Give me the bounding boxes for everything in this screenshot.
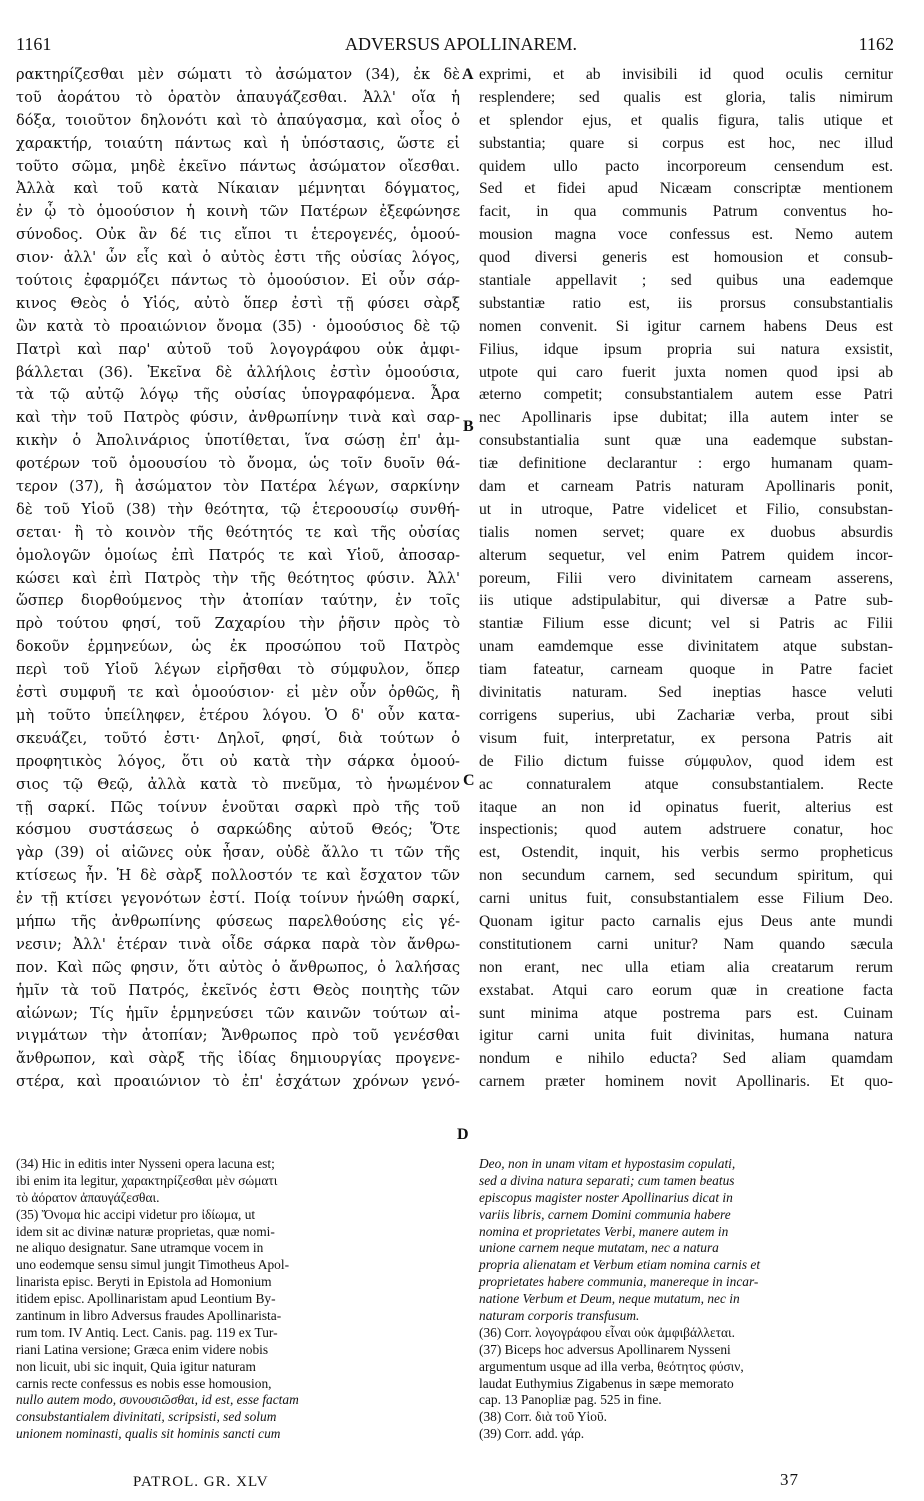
text-line: τοῦ ἀοράτου τὸ ὁρατὸν ἀπαυγάζεσθαι. Ἀλλ' οἵα ἡ — [16, 88, 460, 106]
text-line: ἐστὶ συμφυῆ τε καὶ ὁμοούσιον· εἰ μὲν οὖν ὀρθῶς, ἢ — [16, 684, 460, 702]
footnote-line: (36) Corr. λογογράφου εἶναι οὐκ ἀμφιβάλλεται. — [479, 1324, 735, 1340]
text-line: κικὴν ὁ Ἀπολινάριος ὑποτίθεται, ἵνα σώσῃ ἐπ' ἀμ- — [16, 432, 460, 450]
text-line: dam et carneam Patris naturam Apollinaris ponit, — [479, 478, 893, 496]
footnote-line: (38) Corr. διὰ τοῦ Υἱοῦ. — [479, 1409, 607, 1425]
text-line: ἄνθρωπον, καὶ σὰρξ τῆς ἰδίας δημιουργίας προγενε- — [16, 1050, 460, 1068]
footnote-line: (34) Hic in editis inter Nysseni opera lacuna est; — [16, 1156, 275, 1171]
text-line: visum fuit, interpretatur, ex persona Patris ait — [479, 729, 893, 747]
text-line: tialis nomen servet; quare ex duobus absurdis — [479, 523, 893, 541]
greek-text-column — [16, 64, 460, 1094]
text-line: quod diversi generis est homousion et consub- — [479, 249, 893, 267]
footnote-line: episcopus magister noster Apollinarius dicat in — [479, 1189, 733, 1205]
text-line: Πατρὶ καὶ παρ' αὐτοῦ τοῦ λογογράφου οὐκ ἀμφι- — [16, 340, 460, 358]
text-line: ἐν τῇ κτίσει γεγονότων ἐστί. Ποίᾳ τοίνυν ἡνώθη σαρκί, — [16, 890, 460, 908]
text-line: carni unitus fuit, consubstantialem esse Filium Deo. — [479, 890, 893, 908]
running-title: ADVERSUS APOLLINAREM. — [345, 34, 578, 54]
text-line: Filius, idque ipsum propria sui natura exsistit, — [479, 340, 893, 358]
footnote-line: cap. 13 Panopliæ pag. 525 in fine. — [479, 1392, 662, 1408]
text-line: poreum, Filii vero divinitatem carneam asserens, — [479, 569, 893, 587]
footnote-line: (37) Biceps hoc adversus Apollinarem Nysseni — [479, 1341, 731, 1357]
text-line: divinitatis naturam. Sed ineptias hasce veluti — [479, 684, 893, 702]
text-line: ὥσπερ διορθούμενος τὴν ἀτοπίαν ταύτην, ἐν τοῖς — [16, 592, 460, 610]
text-line: substantiæ ratio est, iis prorsus consubstantialis — [479, 294, 893, 312]
text-line: quidem ullo pacto incorporeum censendum est. — [479, 157, 893, 175]
text-line: stantiæ Filium esse dicunt; vel si Patris ac Filii — [479, 615, 893, 633]
footnote-line: idem sit ac divinæ naturæ proprietas, quæ nomi- — [16, 1223, 275, 1239]
text-line: βάλλεται (36). Ἐκεῖνα δὲ ἀλλήλοις ἐστὶν ὁμοούσια, — [16, 363, 460, 381]
text-line: πρὸ τούτου φησί, τοῦ Ζαχαρίου τὴν ῥῆσιν πρὸς τὸ — [16, 615, 460, 633]
text-line: substantia; quare si corpus est hoc, nec illud — [479, 134, 893, 152]
text-line: φοτέρων τοῦ ὁμοουσίου τὸ ὄνομα, ὡς τοῖν δυοῖν θά- — [16, 455, 460, 473]
margin-marker-a: A — [462, 66, 474, 83]
margin-marker-c: C — [463, 772, 475, 789]
margin-marker-b: B — [463, 418, 474, 435]
text-line: σύνοδος. Οὐκ ἂν δέ τις εἴποι τι ἑτερογενές, ὁμοού- — [16, 226, 460, 244]
text-line: προφητικὸς λόγος, ὅτι οὐ κατὰ τὴν σάρκα ὁμοού- — [16, 752, 460, 770]
text-line: μὴ τοῦτο ὑπείληφεν, ἑτέρου λόγου. Ὁ δ' οὖν κατα- — [16, 706, 460, 724]
footnote-line: ibi enim ita legitur, χαρακτηρίζεσθαι μὲν σώματι — [16, 1172, 278, 1188]
footnote-line: variis libris, carnem Domini communia habere — [479, 1206, 731, 1222]
footnotes-right — [479, 1156, 893, 1443]
text-line: ut in utroque, Patre videlicet et Filio, consubstan- — [479, 500, 893, 518]
footnotes-left — [16, 1156, 457, 1443]
text-line: et splendor ejus, et qualis figura, talis utique et — [479, 111, 893, 129]
text-line: tiam fateatur, carneam quoque in Patre faciet — [479, 661, 893, 679]
text-line: νιγμάτων τὴν ἀτοπίαν; Ἄνθρωπος πρὸ τοῦ γενέσθαι — [16, 1027, 460, 1045]
footnote-line: proprietates habere communia, manereque in incar- — [479, 1274, 759, 1290]
text-line: χαρακτήρ, τοιαύτη πάντως καὶ ἡ ὑπόστασις, ὥστε εἰ — [16, 134, 460, 152]
footnote-line: sed a divina natura separati; cum tamen beatus — [479, 1172, 735, 1188]
text-line: σκευάζει, τοῦτό ἐστι· Δηλοῖ, φησί, διὰ τούτων ὁ — [16, 729, 460, 747]
text-line: περὶ τοῦ Υἱοῦ λέγων εἰρῆσθαι τὸ σύμφυλον, ὅπερ — [16, 661, 460, 679]
text-line: δόξα, τοιοῦτον δηλονότι καὶ τὸ ἀπαύγασμα, καὶ οἷος ὁ — [16, 111, 460, 129]
text-line: ἐν ᾧ τὸ ὁμοούσιον ἡ κοινὴ τῶν Πατέρων ἐξεφώνησε — [16, 203, 460, 221]
signature-mark: PATROL. GR. XLV — [133, 1474, 269, 1490]
footnote-line: linarista episc. Beryti in Epistola ad Homonium — [16, 1274, 272, 1290]
text-line: igitur carni unita fuit divinitas, humana natura — [479, 1027, 893, 1045]
footnote-line: (39) Corr. add. γάρ. — [479, 1426, 585, 1442]
text-line: exprimi, et ab invisibili id quod oculis cernitur — [479, 66, 893, 83]
latin-text-column — [479, 64, 893, 1094]
text-line: κώσει καὶ ἐπὶ Πατρὸς τὴν τῆς θεότητος φύσιν. Ἀλλ' — [16, 569, 460, 587]
text-line: Sed et fidei apud Nicæam conscriptæ mentionem — [479, 180, 893, 198]
footnote-line: carnis recte confessus es nobis esse homousion, — [16, 1375, 272, 1391]
text-line: γὰρ (39) οἱ αἰῶνες οὐκ ἦσαν, οὐδὲ ἄλλο τι τῶν τῆς — [16, 844, 460, 862]
text-line: non secundum carnem, sed secundum spiritum, qui — [479, 867, 893, 885]
footnote-line: laudat Euthymius Zigabenus in sæpe memorato — [479, 1375, 734, 1391]
footnote-line: consubstantialem divinitati, scripsisti, sed solum — [16, 1409, 277, 1425]
footnote-line: τὸ ἀόρατον ἀπαυγάζεσθαι. — [16, 1189, 160, 1205]
text-line: καὶ τὴν τοῦ Πατρὸς φύσιν, ἀνθρωπίνην τινὰ καὶ σαρ- — [16, 409, 460, 427]
footnote-line: non licuit, ubi sic inquit, Quia igitur naturam — [16, 1358, 256, 1374]
text-line: δοκοῦν ἑρμηνεύων, ὡς ἐκ προσώπου τοῦ Πατρὸς — [16, 638, 460, 656]
footnote-line: natione Verbum et Deum, neque mutatum, nec in — [479, 1291, 740, 1307]
text-line: τῇ σαρκί. Πῶς τοίνυν ἑνοῦται σαρκὶ πρὸ τῆς τοῦ — [16, 798, 460, 816]
footnote-line: itidem episc. Apollinaristam apud Leontium By- — [16, 1291, 276, 1307]
text-line: τερον (37), ἢ ἀσώματον τὸν Πατέρα λέγων, σαρκίνην — [16, 478, 460, 496]
margin-marker-d: D — [457, 1126, 469, 1143]
footnote-line: argumentum usque ad illa verba, θεότητος φύσιν, — [479, 1358, 744, 1374]
text-line: nomen convenit. Si igitur carnem habens Deus est — [479, 317, 893, 335]
text-line: δὲ τοῦ Υἱοῦ (38) τὴν θεότητα, τῷ ἑτεροουσίῳ συνθή- — [16, 500, 460, 518]
text-line: tiæ definitione declarantur : ergo humanam quam- — [479, 455, 893, 473]
text-line: iis utique adstipulabitur, qui diversæ a Patre sub- — [479, 592, 893, 610]
text-line: ὁμολογῶν ὁμοίως ἐπὶ Πατρός τε καὶ Υἱοῦ, ἀποσαρ- — [16, 546, 460, 564]
text-line: constitutionem carni unitur? Nam quando sæcula — [479, 935, 893, 953]
text-line: resplendere; sed qualis est gloria, talis nimirum — [479, 88, 893, 106]
text-line: ac connaturalem atque consubstantialem. Recte — [479, 775, 893, 793]
text-line: unam eamdemque esse divinitatem atque substan- — [479, 638, 893, 656]
text-line: exstabat. Atqui caro eorum quæ in creatione facta — [479, 981, 893, 999]
text-line: stantiale appellavit ; sed quibus una eademque — [479, 272, 893, 290]
text-line: Ἀλλὰ καὶ τοῦ κατὰ Νίκαιαν μέμνηται δόγματος, — [16, 180, 460, 198]
footnote-line: unionem nominasti, qualis sit hominis sancti cum — [16, 1426, 281, 1442]
footnote-line: nomina et proprietates Verbi, manere autem in — [479, 1223, 729, 1239]
text-line: τὰ τῷ αὐτῷ λόγῳ τῆς οὐσίας ὑπογραφόμενα. Ἆρα — [16, 386, 460, 404]
text-line: ὢν κατὰ τὸ προαιώνιον ὄνομα (35) · ὁμοούσιος δὲ τῷ — [16, 317, 460, 335]
footnote-line: rum tom. IV Antiq. Lect. Canis. pag. 119 ex Tur- — [16, 1324, 278, 1340]
text-line: æterno competit; consubstantialem autem esse Patri — [479, 386, 893, 404]
text-line: inspectionis; quod autem adstruere conatur, hoc — [479, 821, 893, 839]
footnote-line: Deo, non in unam vitam et hypostasim copulati, — [479, 1156, 736, 1171]
text-line: nondum e nihilo educta? Sed aliam quamdam — [479, 1050, 893, 1068]
footnote-line: zantinum in libro Adversus fraudes Apollinarista- — [16, 1308, 282, 1324]
text-line: de Filio dictum fuisse σύμφυλον, quod idem est — [479, 752, 893, 770]
text-line: σιος τῷ Θεῷ, ἀλλὰ κατὰ τὸ πνεῦμα, τὸ ἡνωμένον — [16, 775, 460, 793]
text-line: nec Apollinaris ipse dubitat; illa autem inter se — [479, 409, 893, 427]
text-line: πον. Καὶ πῶς φησιν, ὅτι αὐτὸς ὁ ἄνθρωπος, ὁ λαλήσας — [16, 958, 460, 976]
text-line: utpote qui caro fuerit juxta nomen quod ipsi ab — [479, 363, 893, 381]
text-line: ρακτηρίζεσθαι μὲν σώματι τὸ ἀσώματον (34), ἐκ δὲ — [16, 66, 460, 83]
text-line: consubstantialia sunt quæ una eademque substan- — [479, 432, 893, 450]
text-line: itaque an non id opinatus fuerit, alterius est — [479, 798, 893, 816]
text-line: κόσμου συστάσεως ὁ σαρκώδης αὐτοῦ Θεός; Ὅτε — [16, 821, 460, 839]
text-line: κτίσεως ἦν. Ἡ δὲ σὰρξ πολλοστόν τε καὶ ἔσχατον τῶν — [16, 867, 460, 885]
footnote-line: ne aliquo designatur. Sane utramque vocem in — [16, 1240, 264, 1256]
text-line: μήπω τῆς ἀνθρωπίνης φύσεως παρελθούσης εἰς γέ- — [16, 912, 460, 930]
footnote-line: uno eodemque sensu simul jungit Timotheus Apol- — [16, 1257, 290, 1273]
text-line: τούτοις ἐφαρμόζει πάντως τὸ ὁμοούσιον. Εἰ οὖν σάρ- — [16, 272, 460, 290]
footnote-line: (35) Ὄνομα hic accipi videtur pro ἰδίωμα, ut — [16, 1206, 256, 1222]
footnote-line: naturam corporis transfusum. — [479, 1308, 640, 1324]
text-line: Quonam igitur pacto carnalis ejus Deus ante mundi — [479, 912, 893, 930]
footnote-line: propria alienatam et Verbum etiam nomina carnis et — [479, 1257, 761, 1273]
page-number-left: 1161 — [16, 34, 52, 54]
sheet-number: 37 — [780, 1470, 799, 1489]
page-number-right: 1162 — [858, 34, 894, 54]
text-line: σεται· ἢ τὸ κοινὸν τῆς θεότητός τε καὶ τῆς οὐσίας — [16, 523, 460, 541]
text-line: carnem præter hominem novit Apollinaris. Et quo- — [479, 1073, 893, 1091]
text-line: ἡμῖν τὰ τοῦ Πατρός, ἐκεῖνός ἐστι Θεὸς ποιητὴς τῶν — [16, 981, 460, 999]
footnote-line: nullo autem modo, συνουσιῶσθαι, id est, esse factam — [16, 1392, 299, 1408]
text-line: facit, in qua communis Patrum conventus ho- — [479, 203, 893, 221]
text-line: κινος Θεὸς ὁ Υἱός, αὐτὸ ὅπερ ἐστὶ τῇ φύσει σὰρξ — [16, 294, 460, 312]
text-line: sunt minima atque postrema pars est. Cuinam — [479, 1004, 893, 1022]
text-line: non erant, nec ulla etiam alia creatarum rerum — [479, 958, 893, 976]
text-line: νεσιν; Ἀλλ' ἑτέραν τινὰ οἶδε σάρκα παρὰ τὸν ἄνθρω- — [16, 935, 460, 953]
text-line: τοῦτο σῶμα, μηδὲ ἐκεῖνο πάντως ἀσώματον οἴεσθαι. — [16, 157, 460, 175]
text-line: corrigens superius, ubi Zachariæ verba, prout sibi — [479, 706, 893, 724]
text-line: σιον· ἀλλ' ὧν εἷς καὶ ὁ αὐτὸς ἐστι τῆς οὐσίας λόγος, — [16, 249, 460, 267]
text-line: στέρα, καὶ προαιώνιον τὸ ἐπ' ἐσχάτων χρόνων γενό- — [16, 1073, 460, 1091]
text-line: αἰώνων; Τίς ἡμῖν ἑρμηνεύσει τῶν καινῶν τούτων αἰ- — [16, 1004, 460, 1022]
footnote-line: riani Latina versione; Græca enim videre nobis — [16, 1341, 269, 1357]
text-line: alterum sequetur, vel enim Patrem quidem incor- — [479, 546, 893, 564]
text-line: est, Ostendit, inquit, his verbis sermo propheticus — [479, 844, 893, 862]
footnote-line: unione carnem neque mutatam, nec a natura — [479, 1240, 719, 1256]
text-line: mousion magna voce confessus est. Nemo autem — [479, 226, 893, 244]
